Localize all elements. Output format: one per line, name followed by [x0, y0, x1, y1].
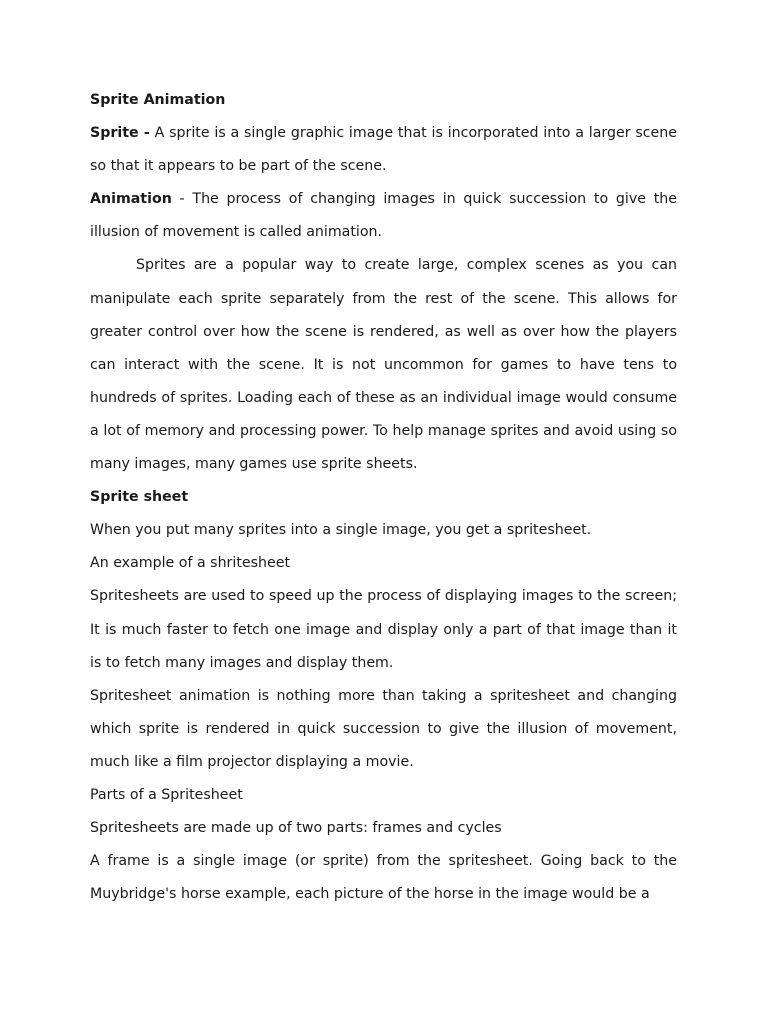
sprites-paragraph: Sprites are a popular way to create large, complex scenes as you can manipulate each sprite separately from the rest of the scene. This allows for greater control over how the scene is rendered, as well as over how the players can interact with the scene. It is not uncommon for games to have tens to hundreds of sprites. Loading each of these as an individual image would consume a lot of memory and processing power. To help manage sprites and avoid using so many images, many games use sprite sheets. — [90, 257, 677, 473]
spritesheet-definition: When you put many sprites into a single image, you get a spritesheet. — [90, 522, 592, 539]
parts-intro: Spritesheets are made up of two parts: frames and cycles — [90, 820, 502, 837]
example-label: An example of a shritesheet — [90, 555, 291, 572]
document-page — [90, 84, 677, 911]
frame-paragraph: A frame is a single image (or sprite) from the spritesheet. Going back to the Muybridge's horse example, each picture of the horse in the image would be a — [90, 853, 677, 903]
sprite-sheet-heading: Sprite sheet — [90, 489, 189, 506]
parts-heading: Parts of a Spritesheet — [90, 786, 243, 803]
document-title: Sprite Animation — [90, 92, 226, 108]
animation-definition-text: - The process of changing images in quick succession to give the illusion of movement is called animation. — [90, 191, 677, 241]
animation-term: Animation — [90, 191, 172, 208]
sprite-definition-text: A sprite is a single graphic image that is incorporated into a larger scene so that it appears to be part of the scene. — [90, 125, 678, 175]
animation-paragraph: Spritesheet animation is nothing more than taking a spritesheet and changing which sprite is rendered in quick succession to give the illusion of movement, much like a film projector displaying a movie. — [90, 687, 677, 770]
animation-definition — [90, 183, 677, 249]
sprite-term: Sprite - — [90, 125, 150, 142]
sprite-definition — [90, 117, 677, 183]
speed-paragraph: Spritesheets are used to speed up the process of displaying images to the screen; It is much faster to fetch one image and display only a part of that image than it is to fetch many images and display them. — [90, 588, 677, 671]
